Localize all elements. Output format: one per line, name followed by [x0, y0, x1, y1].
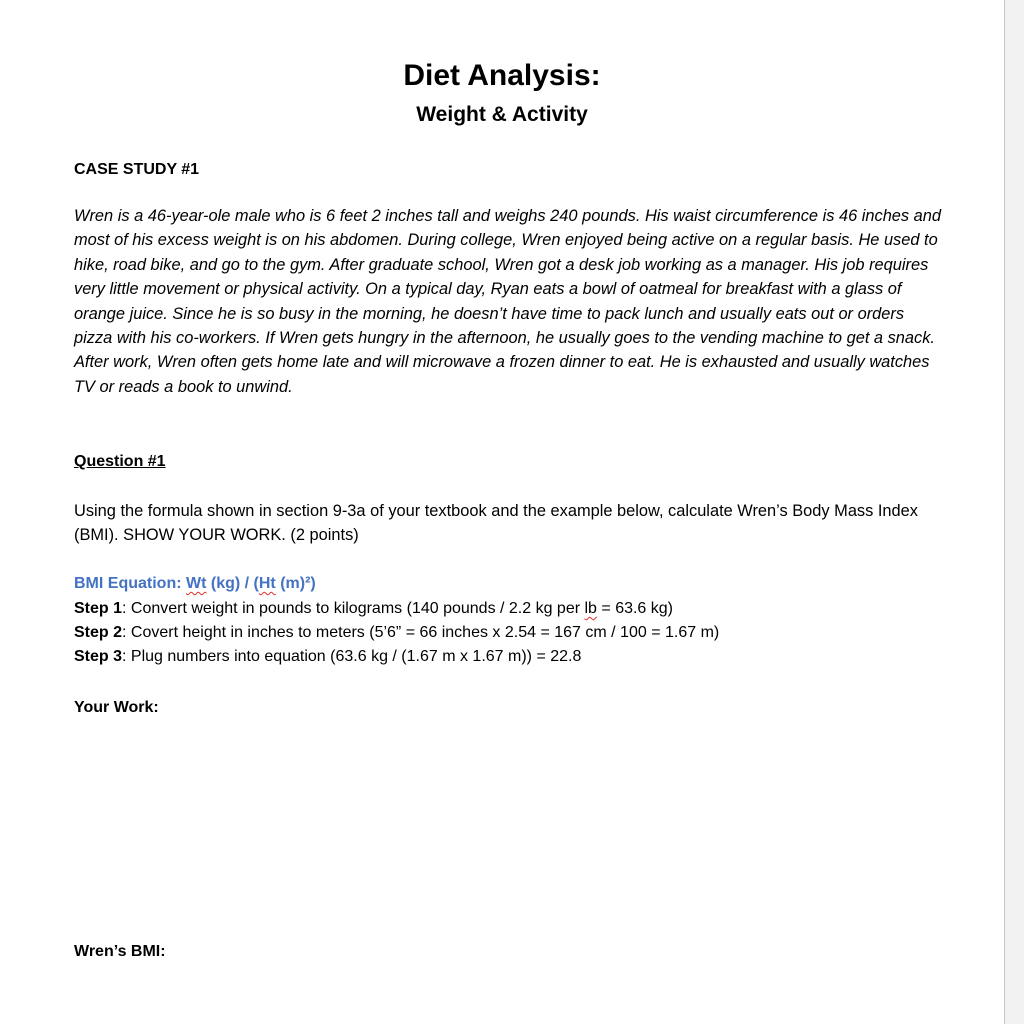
- case-study-text: Wren is a 46-year-ole male who is 6 feet 2 inches tall and weighs 240 pounds. His waist circumference is 46 inches and most of his excess weight is on his abdomen. During college, Wren enjoyed being active on a regular basis. He used to hike, road bike, and go to the gym. After graduate school, Wren got a desk job working as a manager. His job requires very little movement or physical activity. On a typical day, Ryan eats a bowl of oatmeal for breakfast with a glass of orange juice. Since he is so busy in the morning, he doesn’t have time to pack lunch and usually eats out or orders pizza with his co-workers. If Wren gets hungry in the afternoon, he usually goes to the vending machine to get a snack. After work, Wren often gets home late and will microwave a frozen dinner to eat. He is exhausted and usually watches TV or reads a book to unwind.: [74, 207, 942, 396]
- bmi-equation-label: BMI Equation:: [74, 575, 186, 592]
- document-subtitle: Weight & Activity: [416, 103, 588, 126]
- question-text: Using the formula shown in section 9-3a of your textbook and the example below, calculate Wren’s Body Mass Index (BMI). SHOW YOUR WORK. (2 points): [74, 502, 918, 545]
- step-2-text: : Covert height in inches to meters (5’6” = 66 inches x 2.54 = 167 cm / 100 = 1.67 m): [122, 624, 720, 641]
- step-2-label: Step 2: [74, 624, 123, 641]
- page-edge-scroll-area[interactable]: [1004, 0, 1024, 1024]
- step-3: [74, 645, 581, 669]
- bmi-equation-wt: Wt: [185, 575, 207, 592]
- bmi-equation: [74, 572, 316, 596]
- step-2: [74, 621, 719, 645]
- step-1-text-before: : Convert weight in pounds to kilograms (140 pounds / 2.2 kg per: [122, 600, 585, 617]
- bmi-equation-ht: Ht: [258, 575, 276, 592]
- wren-bmi-label: Wren’s BMI:: [74, 943, 166, 960]
- step-3-text: : Plug numbers into equation (63.6 kg / (1.67 m x 1.67 m)) = 22.8: [122, 648, 582, 665]
- your-work-label: Your Work:: [74, 699, 159, 716]
- step-1-flagged-word: lb: [584, 600, 597, 617]
- step-3-label: Step 3: [74, 648, 123, 665]
- bmi-equation-end: (m)²): [275, 575, 316, 592]
- step-1-text-after: = 63.6 kg): [596, 600, 673, 617]
- document-title: Diet Analysis:: [403, 59, 601, 92]
- case-study-heading: CASE STUDY #1: [74, 161, 200, 178]
- question-heading: Question #1: [74, 453, 166, 470]
- step-1: [74, 597, 673, 621]
- step-1-label: Step 1: [74, 600, 123, 617]
- bmi-equation-middle: (kg) / (: [206, 575, 259, 592]
